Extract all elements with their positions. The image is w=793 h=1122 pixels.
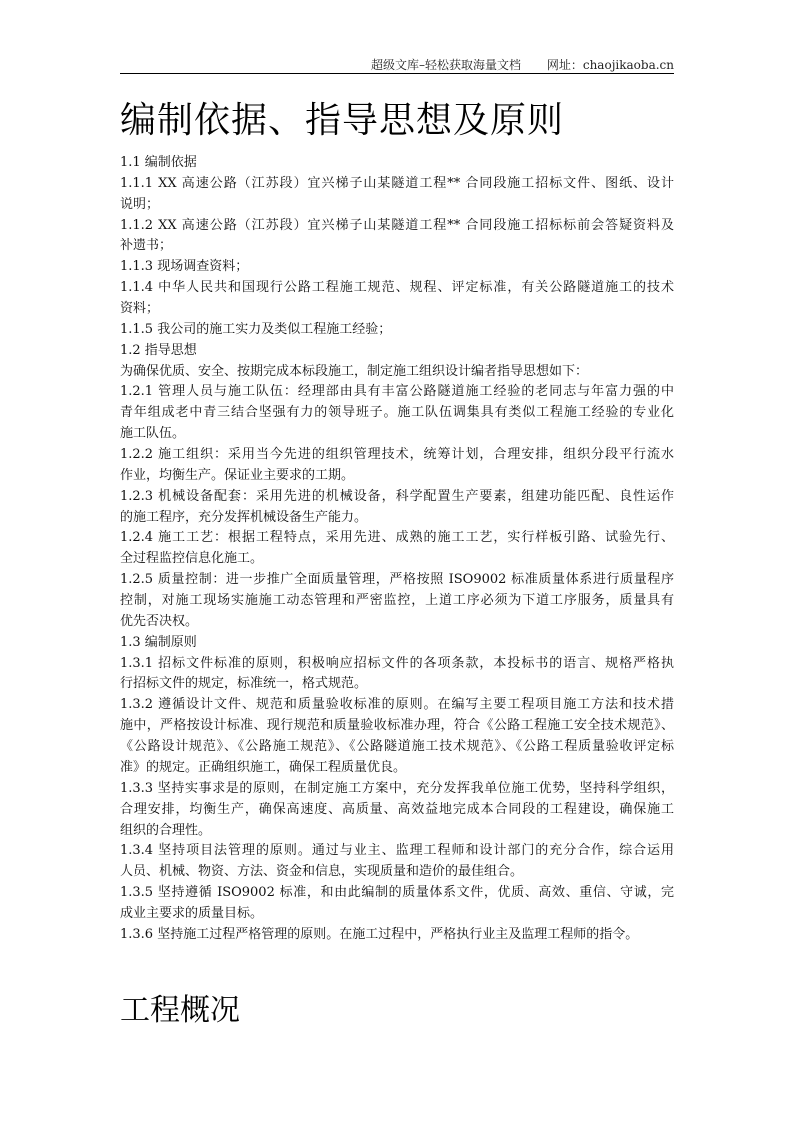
paragraph — [120, 695, 674, 778]
paragraph — [120, 654, 674, 696]
paragraph — [120, 633, 674, 654]
paragraph — [120, 883, 674, 925]
paragraph — [120, 278, 674, 320]
paragraph — [120, 174, 674, 216]
text-line: 1.1.4 中华人民共和国现行公路工程施工规范、规程、评定标准，有关公路隧道施工的技术 — [120, 280, 674, 296]
text-line: 1.1 编制依据 — [120, 155, 197, 170]
paragraph — [120, 841, 674, 883]
text-line: 优先否决权。 — [120, 613, 199, 629]
paragraph — [120, 257, 674, 278]
text-line: 1.2.3 机械设备配套：采用先进的机械设备，科学配置生产要素，组建功能匹配、良性运作 — [120, 488, 674, 504]
text-line: 1.3.3 坚持实事求是的原则，在制定施工方案中，充分发挥我单位施工优势，坚持科学组织， — [120, 780, 674, 796]
text-line: 1.3.4 坚持项目法管理的原则。通过与业主、监理工程师和设计部门的充分合作，综合运用 — [120, 843, 674, 859]
text-line: 1.3.1 招标文件标准的原则，积极响应招标文件的各项条款，本投标书的语言、规格严格执 — [120, 655, 674, 671]
header-site-name: 超级文库–轻松获取海量文档 — [371, 58, 522, 72]
text-line: 1.2.2 施工组织：采用当今先进的组织管理技术，统筹计划，合理安排，组织分段平行流水 — [120, 447, 674, 463]
text-line: 为确保优质、安全、按期完成本标段施工，制定施工组织设计编者指导思想如下： — [120, 363, 589, 379]
paragraph — [120, 153, 674, 174]
text-line: 1.2.1 管理人员与施工队伍：经理部由具有丰富公路隧道施工经验的老同志与年富力强的中 — [120, 384, 674, 400]
paragraph — [120, 445, 674, 487]
text-line: 1.2.5 质量控制：进一步推广全面质量管理，严格按照 ISO9002 标准质量体系进行质量程序 — [120, 572, 674, 588]
text-line: 全过程监控信息化施工。 — [120, 551, 264, 567]
document-body — [120, 153, 674, 946]
text-line: 控制，对施工现场实施施工动态管理和严密监控，上道工序必须为下道工序服务，质量具有 — [120, 593, 674, 609]
paragraph — [120, 320, 674, 341]
text-line: 人员、机械、物资、方法、资金和信息，实现质量和造价的最佳组合。 — [120, 864, 524, 880]
text-line: 1.1.1 XX 高速公路（江苏段）宜兴梯子山某隧道工程** 合同段施工招标文件、图纸、设计 — [120, 175, 674, 191]
text-line: 1.3.6 坚持施工过程严格管理的原则。在施工过程中，严格执行业主及监理工程师的指令。 — [120, 926, 639, 942]
section-title: 编制依据、指导思想及原则 — [120, 100, 565, 141]
text-line: 资料； — [120, 301, 160, 317]
text-line: 施中，严格按设计标准、现行规范和质量验收标准办理，符合《公路工程施工安全技术规范》、 — [120, 718, 674, 734]
text-line: 1.3.5 坚持遵循 ISO9002 标准，和由此编制的质量体系文件，优质、高效、重信、守诚，完 — [120, 885, 674, 901]
text-line: 1.3 编制原则 — [120, 634, 197, 650]
text-line: 合理安排，均衡生产，确保高速度、高质量、高效益地完成本合同段的工程建设，确保施工 — [120, 801, 674, 817]
paragraph — [120, 362, 674, 383]
text-line: 1.2.4 施工工艺：根据工程特点，采用先进、成熟的施工工艺，实行样板引路、试验先行、 — [120, 530, 674, 546]
header-rule — [120, 73, 674, 74]
paragraph — [120, 925, 674, 946]
paragraph — [120, 779, 674, 842]
paragraph — [120, 216, 674, 258]
text-line: 的施工程序，充分发挥机械设备生产能力。 — [120, 509, 368, 525]
text-line: 补遗书； — [120, 238, 173, 254]
text-line: 1.1.5 我公司的施工实力及类似工程施工经验； — [120, 321, 392, 337]
text-line: 1.3.2 遵循设计文件、规范和质量验收标准的原则。在编写主要工程项目施工方法和技术措 — [120, 697, 674, 713]
text-line: 作业，均衡生产。保证业主要求的工期。 — [120, 467, 355, 483]
text-line: 1.1.3 现场调查资料； — [120, 259, 249, 275]
text-line: 组织的合理性。 — [120, 822, 212, 838]
paragraph — [120, 487, 674, 529]
text-line: 1.1.2 XX 高速公路（江苏段）宜兴梯子山某隧道工程** 合同段施工招标标前会答疑资料及 — [120, 217, 674, 233]
text-line: 青年组成老中青三结合坚强有力的领导班子。施工队伍调集具有类似工程施工经验的专业化 — [120, 405, 674, 421]
text-line: 准》的规定。正确组织施工，确保工程质量优良。 — [120, 759, 407, 775]
text-line: 《公路设计规范》、《公路施工规范》、《公路隧道施工技术规范》、《公路工程质量验收评定标 — [120, 739, 674, 755]
text-line: 行招标文件的规定，标准统一，格式规范。 — [120, 676, 368, 692]
text-line: 说明； — [120, 196, 160, 212]
section-title-2: 工程概况 — [120, 993, 240, 1028]
text-line: 成业主要求的质量目标。 — [120, 905, 264, 921]
text-line: 施工队伍。 — [120, 426, 186, 442]
page-header — [120, 56, 674, 73]
paragraph — [120, 570, 674, 633]
paragraph — [120, 341, 674, 362]
paragraph — [120, 528, 674, 570]
header-url: 网址：chaojikaoba.cn — [546, 58, 674, 72]
text-line: 1.2 指导思想 — [120, 342, 197, 358]
paragraph — [120, 382, 674, 445]
